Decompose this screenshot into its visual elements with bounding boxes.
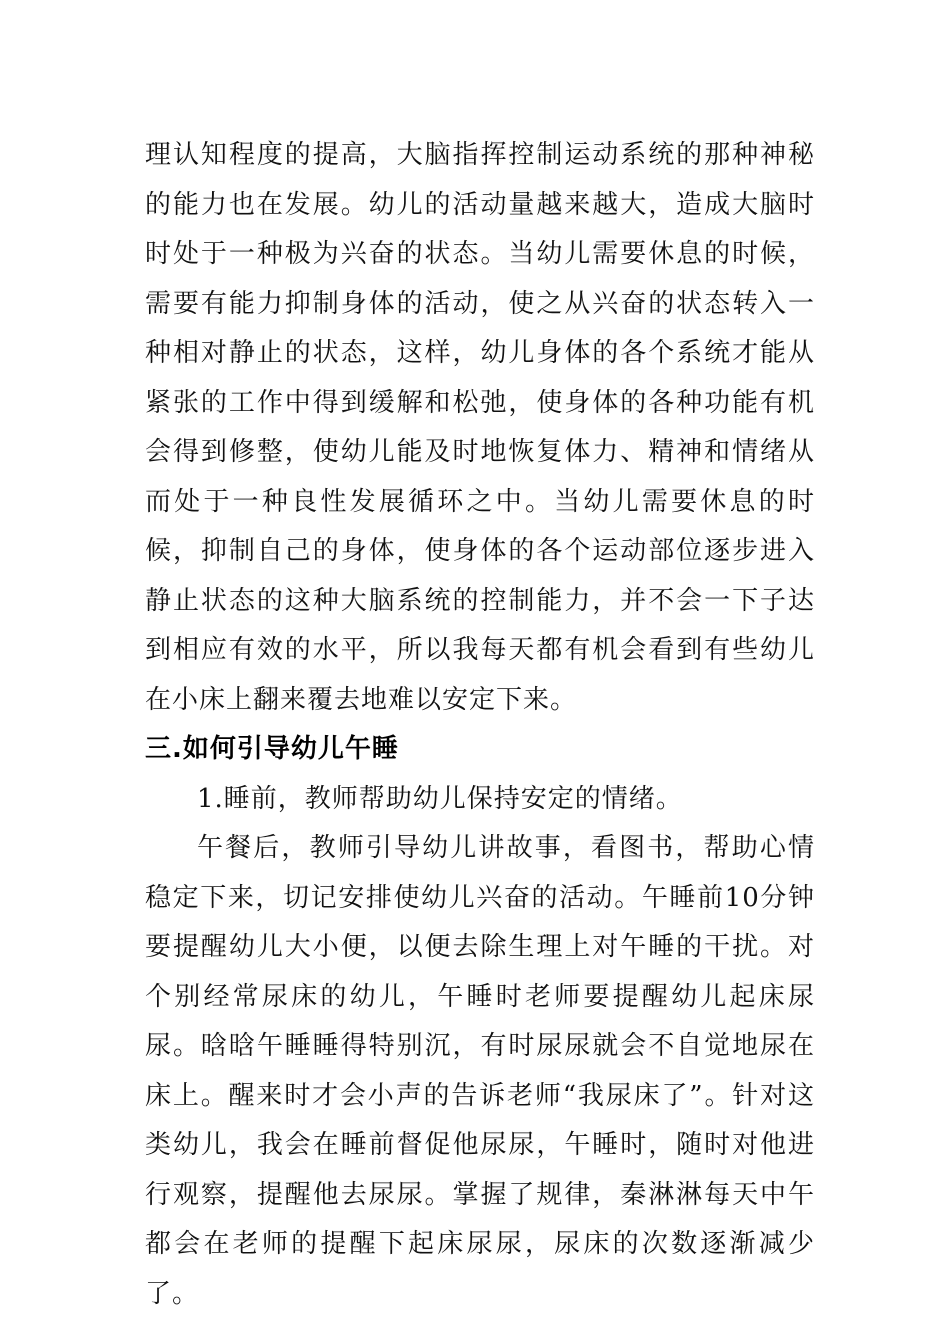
subsection-heading-before-sleep: 1.睡前，教师帮助幼儿保持安定的情绪。 xyxy=(197,783,683,814)
paragraph-brain-control: 理认知程度的提高，大脑指挥控制运动系统的那种神秘的能力也在发展。幼儿的活动量越来越大，造成大脑时时处于一种极为兴奋的状态。当幼儿需要休息的时候，需要有能力抑制身体的活动，使之从兴奋的状态转入一种相对静止的状态，这样，幼儿身体的各个系统才能从紧张的工作中得到缓解和松弛，使身体的各种功能有机会得到修整，使幼儿能及时地恢复体力、精神和情绪从而处于一种良性发展循环之中。当幼儿需要休息的时候，抑制自己的身体，使身体的各个运动部位逐步进入静止状态的这种大脑系统的控制能力，并不会一下子达到相应有效的水平，所以我每天都有机会看到有些幼儿在小床上翻来覆去地难以安定下来。 xyxy=(145,140,815,715)
section-heading-nap-guidance: 三.如何引导幼儿午睡 xyxy=(145,734,399,764)
document-body xyxy=(145,131,815,1319)
paragraph-after-lunch: 午餐后，教师引导幼儿讲故事，看图书，帮助心情稳定下来，切记安排使幼儿兴奋的活动。午睡前10分钟要提醒幼儿大小便，以便去除生理上对午睡的干扰。对个别经常尿床的幼儿，午睡时老师要提醒幼儿起床尿尿。晗晗午睡睡得特别沉，有时尿尿就会不自觉地尿在床上。醒来时才会小声的告诉老师“我尿床了”。针对这类幼儿，我会在睡前督促他尿尿，午睡时，随时对他进行观察，提醒他去尿尿。掌握了规律，秦淋淋每天中午都会在老师的提醒下起床尿尿，尿床的次数逐渐减少了。 xyxy=(145,833,815,1309)
